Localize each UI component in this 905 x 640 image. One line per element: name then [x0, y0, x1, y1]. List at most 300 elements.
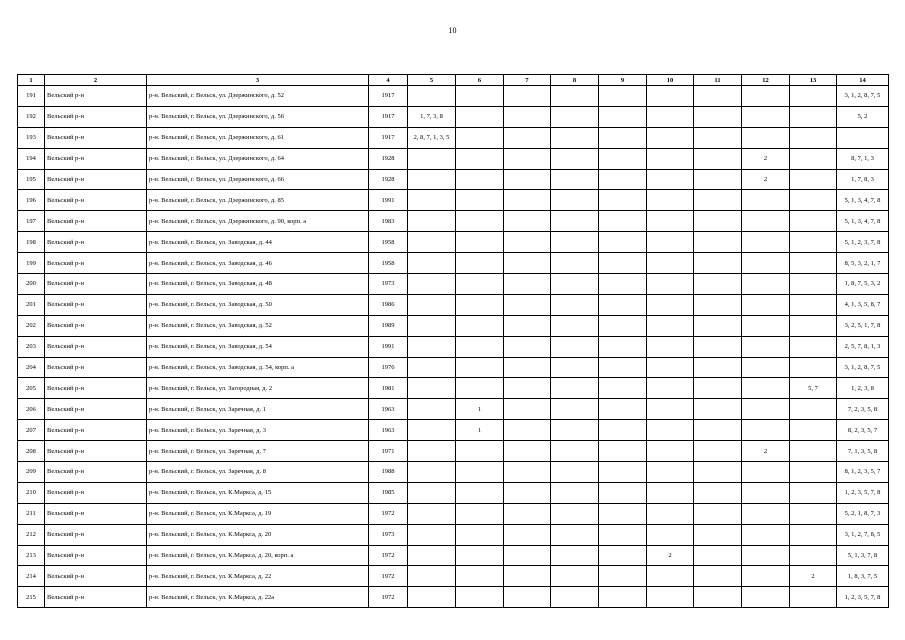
value-cell-col-5: [408, 545, 456, 566]
value-cell-col-6: [456, 441, 504, 462]
value-cell-col-10: [647, 524, 694, 545]
value-cell-col-11: [694, 148, 742, 169]
value-cell-col-11: [694, 336, 742, 357]
address-cell: р-н. Вельский, г. Вельск, ул. Дзержинского, д. 90, корп. а: [147, 211, 369, 232]
value-cell-col-11: [694, 106, 742, 127]
district-cell: Вельский р-н: [45, 148, 147, 169]
value-cell-col-7: [504, 148, 551, 169]
value-cell-col-7: [504, 441, 551, 462]
value-cell-col-12: 2: [742, 148, 790, 169]
value-cell-col-8: [551, 253, 599, 274]
value-cell-col-12: [742, 232, 790, 253]
value-cell-col-11: [694, 315, 742, 336]
registry-table: [17, 74, 889, 608]
value-cell-col-11: [694, 357, 742, 378]
value-cell-col-11: [694, 86, 742, 107]
value-cell-col-14: 1, 2, 3, 5, 7, 8: [837, 587, 889, 608]
value-cell-col-9: [599, 336, 647, 357]
value-cell-col-8: [551, 148, 599, 169]
row-number: 211: [18, 503, 45, 524]
value-cell-col-8: [551, 336, 599, 357]
district-cell: Вельский р-н: [45, 357, 147, 378]
district-cell: Вельский р-н: [45, 232, 147, 253]
table-row: [18, 441, 889, 462]
row-number: 198: [18, 232, 45, 253]
column-header-13: 13: [790, 75, 837, 86]
value-cell-col-14: [837, 127, 889, 148]
year-cell: 1981: [369, 378, 408, 399]
value-cell-col-11: [694, 190, 742, 211]
value-cell-col-8: [551, 566, 599, 587]
district-cell: Вельский р-н: [45, 420, 147, 441]
value-cell-col-13: [790, 86, 837, 107]
value-cell-col-10: [647, 399, 694, 420]
value-cell-col-13: 5, 7: [790, 378, 837, 399]
value-cell-col-14: 2, 5, 7, 8, 1, 3: [837, 336, 889, 357]
value-cell-col-8: [551, 190, 599, 211]
value-cell-col-5: [408, 211, 456, 232]
address-cell: р-н. Вельский, г. Вельск, ул. Заводская, д. 44: [147, 232, 369, 253]
year-cell: 1972: [369, 503, 408, 524]
column-header-4: 4: [369, 75, 408, 86]
value-cell-col-10: [647, 148, 694, 169]
value-cell-col-5: [408, 232, 456, 253]
table-row: [18, 462, 889, 483]
column-header-9: 9: [599, 75, 647, 86]
value-cell-col-8: [551, 587, 599, 608]
value-cell-col-5: [408, 148, 456, 169]
value-cell-col-12: [742, 315, 790, 336]
district-cell: Вельский р-н: [45, 441, 147, 462]
value-cell-col-12: [742, 357, 790, 378]
value-cell-col-12: [742, 587, 790, 608]
value-cell-col-12: [742, 211, 790, 232]
row-number: 201: [18, 294, 45, 315]
value-cell-col-14: 8, 7, 1, 3: [837, 148, 889, 169]
value-cell-col-11: [694, 253, 742, 274]
district-cell: Вельский р-н: [45, 106, 147, 127]
value-cell-col-9: [599, 524, 647, 545]
value-cell-col-6: [456, 232, 504, 253]
value-cell-col-7: [504, 399, 551, 420]
table-row: [18, 545, 889, 566]
year-cell: 1917: [369, 86, 408, 107]
value-cell-col-5: 1, 7, 3, 8: [408, 106, 456, 127]
value-cell-col-5: [408, 86, 456, 107]
value-cell-col-9: [599, 441, 647, 462]
value-cell-col-14: 1, 2, 3, 5, 7, 8: [837, 482, 889, 503]
row-number: 212: [18, 524, 45, 545]
value-cell-col-12: [742, 106, 790, 127]
district-cell: Вельский р-н: [45, 482, 147, 503]
value-cell-col-8: [551, 86, 599, 107]
value-cell-col-10: [647, 169, 694, 190]
table-row: [18, 190, 889, 211]
value-cell-col-6: [456, 462, 504, 483]
year-cell: 1991: [369, 336, 408, 357]
value-cell-col-13: [790, 169, 837, 190]
value-cell-col-9: [599, 127, 647, 148]
row-number: 196: [18, 190, 45, 211]
value-cell-col-12: [742, 274, 790, 295]
value-cell-col-14: 8, 5, 3, 2, 1, 7: [837, 253, 889, 274]
value-cell-col-7: [504, 190, 551, 211]
value-cell-col-12: 2: [742, 441, 790, 462]
district-cell: Вельский р-н: [45, 169, 147, 190]
value-cell-col-6: [456, 357, 504, 378]
value-cell-col-6: [456, 294, 504, 315]
year-cell: 1972: [369, 566, 408, 587]
value-cell-col-8: [551, 127, 599, 148]
year-cell: 1928: [369, 148, 408, 169]
value-cell-col-7: [504, 462, 551, 483]
address-cell: р-н. Вельский, г. Вельск, ул. Заречная, д. 8: [147, 462, 369, 483]
value-cell-col-7: [504, 294, 551, 315]
district-cell: Вельский р-н: [45, 378, 147, 399]
value-cell-col-9: [599, 148, 647, 169]
value-cell-col-11: [694, 482, 742, 503]
value-cell-col-6: [456, 336, 504, 357]
value-cell-col-11: [694, 294, 742, 315]
value-cell-col-9: [599, 420, 647, 441]
row-number: 206: [18, 399, 45, 420]
value-cell-col-9: [599, 482, 647, 503]
column-header-5: 5: [408, 75, 456, 86]
value-cell-col-10: [647, 294, 694, 315]
value-cell-col-9: [599, 211, 647, 232]
row-number: 191: [18, 86, 45, 107]
table-row: [18, 587, 889, 608]
value-cell-col-10: [647, 441, 694, 462]
value-cell-col-9: [599, 169, 647, 190]
value-cell-col-6: [456, 86, 504, 107]
value-cell-col-12: [742, 378, 790, 399]
value-cell-col-8: [551, 232, 599, 253]
value-cell-col-10: [647, 127, 694, 148]
column-header-7: 7: [504, 75, 551, 86]
value-cell-col-7: [504, 127, 551, 148]
value-cell-col-11: [694, 524, 742, 545]
table-row: [18, 357, 889, 378]
value-cell-col-8: [551, 106, 599, 127]
district-cell: Вельский р-н: [45, 462, 147, 483]
address-cell: р-н. Вельский, г. Вельск, ул. К.Маркса, д. 15: [147, 482, 369, 503]
value-cell-col-7: [504, 545, 551, 566]
value-cell-col-13: [790, 545, 837, 566]
address-cell: р-н. Вельский, г. Вельск, ул. К.Маркса, д. 20, корп. а: [147, 545, 369, 566]
value-cell-col-9: [599, 545, 647, 566]
district-cell: Вельский р-н: [45, 587, 147, 608]
row-number: 194: [18, 148, 45, 169]
value-cell-col-7: [504, 253, 551, 274]
year-cell: 1983: [369, 211, 408, 232]
table-row: [18, 148, 889, 169]
table-row: [18, 253, 889, 274]
row-number: 195: [18, 169, 45, 190]
column-header-1: 1: [18, 75, 45, 86]
district-cell: Вельский р-н: [45, 86, 147, 107]
value-cell-col-7: [504, 524, 551, 545]
value-cell-col-8: [551, 482, 599, 503]
value-cell-col-8: [551, 378, 599, 399]
year-cell: 1972: [369, 545, 408, 566]
value-cell-col-13: [790, 190, 837, 211]
table-row: [18, 274, 889, 295]
value-cell-col-11: [694, 441, 742, 462]
row-number: 208: [18, 441, 45, 462]
district-cell: Вельский р-н: [45, 566, 147, 587]
value-cell-col-6: [456, 190, 504, 211]
value-cell-col-11: [694, 127, 742, 148]
value-cell-col-6: [456, 169, 504, 190]
address-cell: р-н. Вельский, г. Вельск, ул. Дзержинского, д. 61: [147, 127, 369, 148]
value-cell-col-7: [504, 503, 551, 524]
value-cell-col-8: [551, 441, 599, 462]
column-header-14: 14: [837, 75, 889, 86]
district-cell: Вельский р-н: [45, 399, 147, 420]
value-cell-col-13: [790, 148, 837, 169]
value-cell-col-14: 7, 1, 3, 5, 8: [837, 441, 889, 462]
value-cell-col-8: [551, 357, 599, 378]
row-number: 193: [18, 127, 45, 148]
year-cell: 1958: [369, 232, 408, 253]
value-cell-col-9: [599, 503, 647, 524]
value-cell-col-6: [456, 211, 504, 232]
value-cell-col-14: 8, 2, 3, 5, 7: [837, 420, 889, 441]
value-cell-col-9: [599, 232, 647, 253]
value-cell-col-8: [551, 211, 599, 232]
year-cell: 1963: [369, 399, 408, 420]
value-cell-col-9: [599, 462, 647, 483]
value-cell-col-13: [790, 399, 837, 420]
value-cell-col-6: [456, 274, 504, 295]
column-header-11: 11: [694, 75, 742, 86]
row-number: 210: [18, 482, 45, 503]
value-cell-col-11: [694, 503, 742, 524]
value-cell-col-7: [504, 315, 551, 336]
value-cell-col-5: [408, 253, 456, 274]
district-cell: Вельский р-н: [45, 315, 147, 336]
district-cell: Вельский р-н: [45, 524, 147, 545]
value-cell-col-14: 1, 8, 3, 7, 5: [837, 566, 889, 587]
value-cell-col-14: 3, 1, 2, 7, 8, 5: [837, 524, 889, 545]
value-cell-col-6: [456, 106, 504, 127]
value-cell-col-7: [504, 232, 551, 253]
value-cell-col-5: [408, 274, 456, 295]
value-cell-col-14: 5, 1, 3, 4, 7, 8: [837, 211, 889, 232]
year-cell: 1985: [369, 482, 408, 503]
value-cell-col-14: 5, 1, 3, 7, 8: [837, 545, 889, 566]
value-cell-col-11: [694, 378, 742, 399]
value-cell-col-5: [408, 190, 456, 211]
value-cell-col-9: [599, 274, 647, 295]
year-cell: 1973: [369, 274, 408, 295]
value-cell-col-11: [694, 399, 742, 420]
value-cell-col-9: [599, 294, 647, 315]
value-cell-col-14: 3, 2, 5, 1, 7, 8: [837, 315, 889, 336]
value-cell-col-8: [551, 462, 599, 483]
value-cell-col-10: [647, 106, 694, 127]
value-cell-col-11: [694, 420, 742, 441]
value-cell-col-7: [504, 482, 551, 503]
value-cell-col-5: [408, 336, 456, 357]
value-cell-col-6: [456, 148, 504, 169]
value-cell-col-5: [408, 587, 456, 608]
year-cell: 1973: [369, 524, 408, 545]
value-cell-col-8: [551, 524, 599, 545]
value-cell-col-5: [408, 315, 456, 336]
table-row: [18, 211, 889, 232]
row-number: 215: [18, 587, 45, 608]
address-cell: р-н. Вельский, г. Вельск, ул. Заводская, д. 52: [147, 315, 369, 336]
value-cell-col-7: [504, 587, 551, 608]
value-cell-col-13: 2: [790, 566, 837, 587]
value-cell-col-11: [694, 211, 742, 232]
value-cell-col-9: [599, 315, 647, 336]
value-cell-col-10: [647, 86, 694, 107]
value-cell-col-6: [456, 315, 504, 336]
value-cell-col-6: [456, 524, 504, 545]
value-cell-col-11: [694, 169, 742, 190]
row-number: 214: [18, 566, 45, 587]
table-row: [18, 169, 889, 190]
value-cell-col-10: 2: [647, 545, 694, 566]
table-row: [18, 482, 889, 503]
address-cell: р-н. Вельский, г. Вельск, ул. Заводская, д. 54: [147, 336, 369, 357]
value-cell-col-8: [551, 420, 599, 441]
year-cell: 1917: [369, 127, 408, 148]
address-cell: р-н. Вельский, г. Вельск, ул. Заречная, д. 7: [147, 441, 369, 462]
value-cell-col-12: [742, 545, 790, 566]
year-cell: 1972: [369, 587, 408, 608]
value-cell-col-7: [504, 106, 551, 127]
value-cell-col-10: [647, 253, 694, 274]
value-cell-col-13: [790, 315, 837, 336]
district-cell: Вельский р-н: [45, 294, 147, 315]
column-header-12: 12: [742, 75, 790, 86]
row-number: 204: [18, 357, 45, 378]
value-cell-col-11: [694, 545, 742, 566]
value-cell-col-5: [408, 462, 456, 483]
value-cell-col-12: [742, 503, 790, 524]
table-row: [18, 336, 889, 357]
address-cell: р-н. Вельский, г. Вельск, ул. Заводская, д. 54, корп. а: [147, 357, 369, 378]
value-cell-col-13: [790, 127, 837, 148]
value-cell-col-14: 7, 2, 3, 5, 8: [837, 399, 889, 420]
column-header-10: 10: [647, 75, 694, 86]
value-cell-col-11: [694, 587, 742, 608]
address-cell: р-н. Вельский, г. Вельск, ул. Заводская, д. 50: [147, 294, 369, 315]
table-row: [18, 294, 889, 315]
address-cell: р-н. Вельский, г. Вельск, ул. К.Маркса, д. 19: [147, 503, 369, 524]
value-cell-col-13: [790, 106, 837, 127]
value-cell-col-8: [551, 545, 599, 566]
year-cell: 1986: [369, 294, 408, 315]
value-cell-col-10: [647, 315, 694, 336]
value-cell-col-10: [647, 336, 694, 357]
row-number: 203: [18, 336, 45, 357]
year-cell: 1991: [369, 190, 408, 211]
address-cell: р-н. Вельский, г. Вельск, ул. Заводская, д. 46: [147, 253, 369, 274]
value-cell-col-14: 4, 1, 3, 5, 8, 7: [837, 294, 889, 315]
year-cell: 1928: [369, 169, 408, 190]
value-cell-col-6: [456, 587, 504, 608]
value-cell-col-13: [790, 357, 837, 378]
value-cell-col-14: 5, 2, 1, 8, 7, 3: [837, 503, 889, 524]
value-cell-col-14: 1, 7, 8, 3: [837, 169, 889, 190]
value-cell-col-10: [647, 274, 694, 295]
value-cell-col-8: [551, 315, 599, 336]
value-cell-col-10: [647, 357, 694, 378]
address-cell: р-н. Вельский, г. Вельск, ул. Дзержинского, д. 85: [147, 190, 369, 211]
value-cell-col-9: [599, 253, 647, 274]
column-header-6: 6: [456, 75, 504, 86]
value-cell-col-12: [742, 294, 790, 315]
value-cell-col-13: [790, 294, 837, 315]
value-cell-col-8: [551, 294, 599, 315]
value-cell-col-12: [742, 524, 790, 545]
value-cell-col-13: [790, 462, 837, 483]
value-cell-col-13: [790, 253, 837, 274]
row-number: 209: [18, 462, 45, 483]
value-cell-col-9: [599, 399, 647, 420]
value-cell-col-13: [790, 441, 837, 462]
value-cell-col-8: [551, 399, 599, 420]
year-cell: 1917: [369, 106, 408, 127]
value-cell-col-10: [647, 211, 694, 232]
value-cell-col-10: [647, 462, 694, 483]
value-cell-col-9: [599, 357, 647, 378]
table-row: [18, 106, 889, 127]
value-cell-col-12: [742, 566, 790, 587]
value-cell-col-6: [456, 503, 504, 524]
value-cell-col-14: 5, 1, 3, 4, 7, 8: [837, 190, 889, 211]
value-cell-col-5: [408, 399, 456, 420]
value-cell-col-10: [647, 503, 694, 524]
table-row: [18, 566, 889, 587]
district-cell: Вельский р-н: [45, 274, 147, 295]
table-row: [18, 524, 889, 545]
table-body: [18, 86, 889, 608]
table-row: [18, 315, 889, 336]
district-cell: Вельский р-н: [45, 211, 147, 232]
value-cell-col-7: [504, 357, 551, 378]
value-cell-col-13: [790, 232, 837, 253]
address-cell: р-н. Вельский, г. Вельск, ул. Дзержинского, д. 56: [147, 106, 369, 127]
value-cell-col-11: [694, 566, 742, 587]
district-cell: Вельский р-н: [45, 127, 147, 148]
row-number: 202: [18, 315, 45, 336]
value-cell-col-10: [647, 420, 694, 441]
value-cell-col-7: [504, 211, 551, 232]
column-header-8: 8: [551, 75, 599, 86]
value-cell-col-10: [647, 232, 694, 253]
value-cell-col-14: 5, 2: [837, 106, 889, 127]
address-cell: р-н. Вельский, г. Вельск, ул. Дзержинского, д. 52: [147, 86, 369, 107]
value-cell-col-13: [790, 336, 837, 357]
value-cell-col-10: [647, 587, 694, 608]
year-cell: 1963: [369, 420, 408, 441]
value-cell-col-12: [742, 336, 790, 357]
address-cell: р-н. Вельский, г. Вельск, ул. К.Маркса, д. 22: [147, 566, 369, 587]
address-cell: р-н. Вельский, г. Вельск, ул. Дзержинского, д. 64: [147, 148, 369, 169]
address-cell: р-н. Вельский, г. Вельск, ул. Заречная, д. 1: [147, 399, 369, 420]
page-number: 10: [448, 26, 457, 35]
value-cell-col-7: [504, 420, 551, 441]
value-cell-col-9: [599, 587, 647, 608]
row-number: 207: [18, 420, 45, 441]
value-cell-col-11: [694, 274, 742, 295]
